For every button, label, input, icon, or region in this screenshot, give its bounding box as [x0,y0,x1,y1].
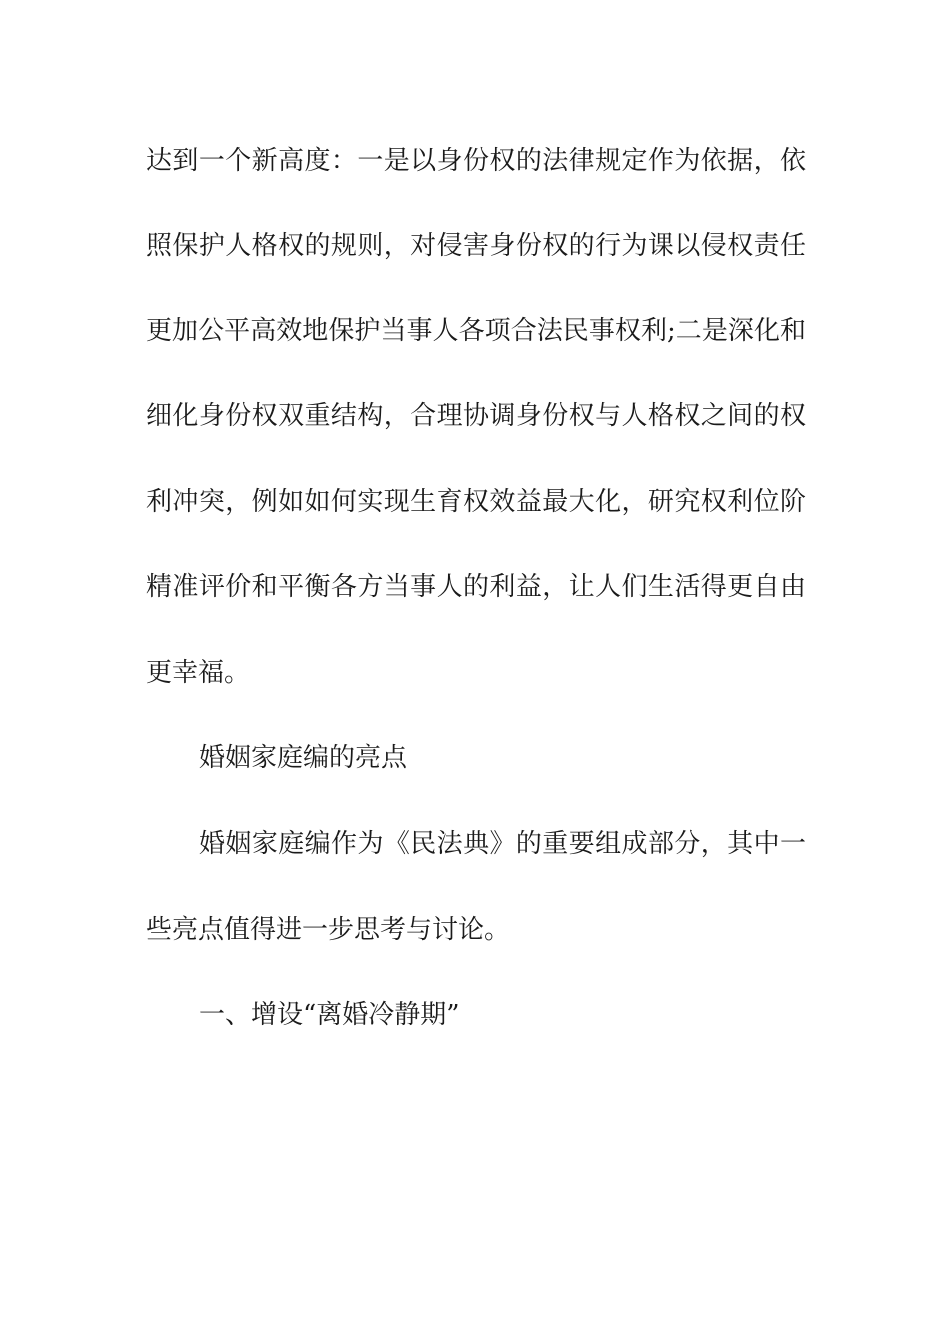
section-heading: 婚姻家庭编的亮点 [199,743,408,773]
paragraph-1-line-4: 细化身份权双重结构，合理协调身份权与人格权之间的权 [146,401,806,431]
paragraph-2-line-2: 些亮点值得进一步思考与讨论。 [146,915,511,945]
paragraph-1-line-6: 精准评价和平衡各方当事人的利益，让人们生活得更自由 [146,572,806,602]
paragraph-1-line-2: 照保护人格权的规则，对侵害身份权的行为课以侵权责任 [146,231,806,261]
paragraph-2-line-1: 婚姻家庭编作为《民法典》的重要组成部分，其中一 [199,829,806,859]
subheading-divorce-cooling-off: 一、增设“离婚冷静期” [199,1000,460,1030]
paragraph-1-line-1: 达到一个新高度：一是以身份权的法律规定作为依据，依 [146,146,806,176]
paragraph-1-line-3: 更加公平高效地保护当事人各项合法民事权利;二是深化和 [146,316,806,346]
paragraph-1-line-7: 更幸福。 [146,658,251,688]
paragraph-1-line-5: 利冲突，例如如何实现生育权效益最大化，研究权利位阶 [146,487,806,517]
